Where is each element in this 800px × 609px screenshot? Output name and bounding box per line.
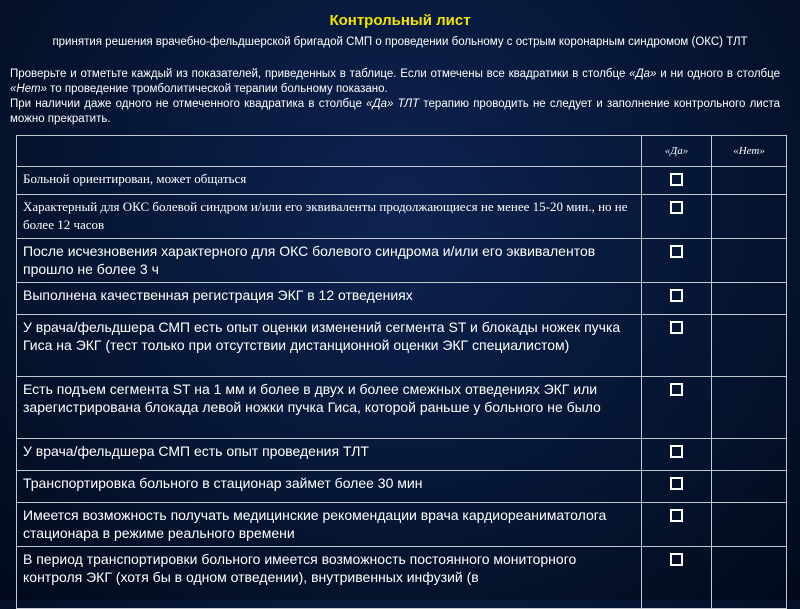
table-row	[17, 315, 787, 377]
instruction-paragraph-2: При наличии даже одного не отмеченного квадратика в столбце «Да» ТЛТ терапию проводить не следует и заполнение контрольного листа можно прекратить.	[10, 98, 781, 125]
yes-cell[interactable]	[642, 239, 712, 283]
table-row	[17, 439, 787, 471]
table-row	[17, 283, 787, 315]
checkbox-yes[interactable]	[670, 321, 683, 334]
yes-cell[interactable]	[642, 195, 712, 239]
page-title: Контрольный лист	[329, 12, 471, 29]
no-cell[interactable]	[712, 283, 787, 315]
table-header-row	[17, 136, 787, 167]
no-cell[interactable]	[712, 547, 787, 609]
no-cell[interactable]	[712, 503, 787, 547]
checkbox-yes[interactable]	[670, 477, 683, 490]
yes-cell[interactable]	[642, 547, 712, 609]
table-row	[17, 503, 787, 547]
row-label: Больной ориентирован, может общаться	[17, 167, 642, 195]
row-label: У врача/фельдшера СМП есть опыт проведения ТЛТ	[17, 439, 642, 471]
checkbox-yes[interactable]	[670, 383, 683, 396]
yes-cell[interactable]	[642, 503, 712, 547]
checkbox-yes[interactable]	[670, 173, 683, 186]
table-row	[17, 239, 787, 283]
checkbox-yes[interactable]	[670, 445, 683, 458]
yes-cell[interactable]	[642, 439, 712, 471]
no-cell[interactable]	[712, 377, 787, 439]
no-cell[interactable]	[712, 315, 787, 377]
row-label: В период транспортировки больного имеется возможность постоянного мониторного контроля ЭКГ (хотя бы в одном отведении), внутривенных инфузий (в	[17, 547, 642, 609]
yes-cell[interactable]	[642, 283, 712, 315]
table-row	[17, 167, 787, 195]
table-row	[17, 471, 787, 503]
checkbox-yes[interactable]	[670, 201, 683, 214]
instruction-paragraph-1: Проверьте и отметьте каждый из показателей, приведенных в таблице. Если отмечены все квадратики в столбце «Да» и ни одного в столбце «Нет» то проведение тромболитической терапии больному показано.	[10, 68, 780, 95]
table-row	[17, 377, 787, 439]
row-label: У врача/фельдшера СМП есть опыт оценки изменений сегмента ST и блокады ножек пучка Гиса на ЭКГ (тест только при отсутствии дистанционной оценки ЭКГ специалистом)	[17, 315, 642, 377]
checkbox-yes[interactable]	[670, 509, 683, 522]
no-cell[interactable]	[712, 239, 787, 283]
checkbox-yes[interactable]	[670, 289, 683, 302]
row-label: Есть подъем сегмента ST на 1 мм и более в двух и более смежных отведениях ЭКГ или зарегистрирована блокада левой ножки пучка Гиса, которой раньше у больного не было	[17, 377, 642, 439]
yes-cell[interactable]	[642, 471, 712, 503]
checklist-table	[16, 135, 787, 609]
row-label: После исчезновения характерного для ОКС болевого синдрома и/или его эквивалентов прошло не более 3 ч	[17, 239, 642, 283]
instructions	[10, 67, 780, 127]
no-cell[interactable]	[712, 471, 787, 503]
row-label: Транспортировка больного в стационар займет более 30 мин	[17, 471, 642, 503]
yes-cell[interactable]	[642, 377, 712, 439]
yes-cell[interactable]	[642, 315, 712, 377]
checkbox-yes[interactable]	[670, 553, 683, 566]
row-label: Имеется возможность получать медицинские рекомендации врача кардиореаниматолога стационара в режиме реального времени	[17, 503, 642, 547]
no-cell[interactable]	[712, 439, 787, 471]
no-cell[interactable]	[712, 167, 787, 195]
page-subtitle: принятия решения врачебно-фельдшерской бригадой СМП о проведении больному с острым коронарным синдромом (ОКС) ТЛТ	[52, 36, 748, 48]
no-cell[interactable]	[712, 195, 787, 239]
table-row	[17, 195, 787, 239]
column-header-yes: «Да»	[642, 136, 712, 167]
column-header-no: «Нет»	[712, 136, 787, 167]
row-label: Выполнена качественная регистрация ЭКГ в 12 отведениях	[17, 283, 642, 315]
yes-cell[interactable]	[642, 167, 712, 195]
column-header-item	[17, 136, 642, 167]
checkbox-yes[interactable]	[670, 245, 683, 258]
table-row	[17, 547, 787, 609]
row-label: Характерный для ОКС болевой синдром и/или его эквиваленты продолжающиеся не менее 15-20 мин., но не более 12 часов	[17, 195, 642, 239]
